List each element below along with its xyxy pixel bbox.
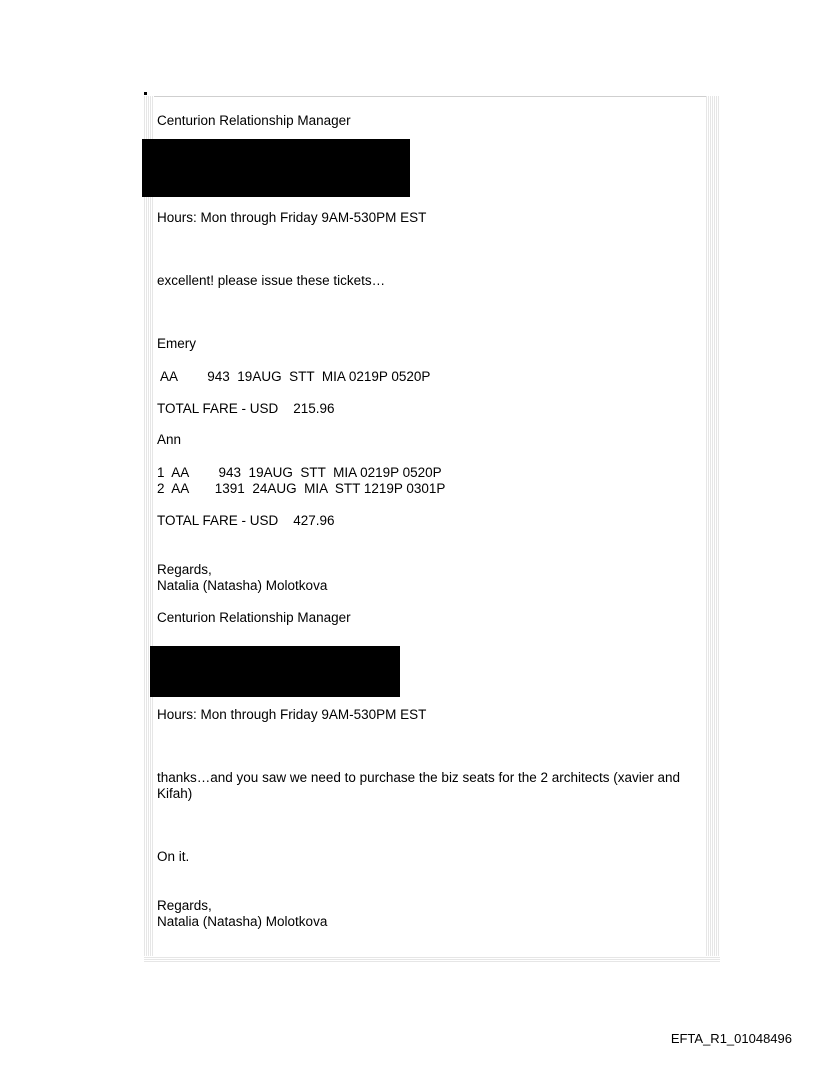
ann-total-fare: TOTAL FARE - USD 427.96 [157, 513, 335, 528]
passenger-name-emery: Emery [157, 336, 197, 351]
signature-hours-1: Hours: Mon through Friday 9AM-530PM EST [157, 210, 427, 225]
sender-name-1: Natalia (Natasha) Molotkova [157, 578, 328, 593]
redaction-block-2 [150, 646, 400, 697]
corner-dot-mark [144, 92, 147, 95]
regards-2: Regards, [157, 898, 212, 913]
message-excellent: excellent! please issue these tickets… [157, 273, 386, 288]
emery-total-fare: TOTAL FARE - USD 215.96 [157, 401, 335, 416]
signature-title-2: Centurion Relationship Manager [157, 610, 351, 625]
signature-hours-2: Hours: Mon through Friday 9AM-530PM EST [157, 707, 427, 722]
document-id: EFTA_R1_01048496 [670, 1031, 792, 1046]
signature-title-1: Centurion Relationship Manager [157, 113, 351, 128]
message-thanks: thanks…and you saw we need to purchase the biz seats for the 2 architects (xavier and Kifah) [157, 770, 681, 801]
regards-1: Regards, [157, 562, 212, 577]
frame-bottom-rule [144, 956, 720, 962]
frame-left-rule [144, 96, 154, 962]
sender-name-2: Natalia (Natasha) Molotkova [157, 914, 328, 929]
ann-flight-line-1: 1 AA 943 19AUG STT MIA 0219P 0520P [157, 465, 442, 480]
ann-flight-line-2: 2 AA 1391 24AUG MIA STT 1219P 0301P [157, 481, 446, 496]
emery-flight-line: AA 943 19AUG STT MIA 0219P 0520P [157, 369, 431, 384]
message-on-it: On it. [157, 849, 190, 864]
passenger-name-ann: Ann [157, 432, 182, 447]
redaction-block-1 [142, 139, 410, 197]
frame-right-rule [706, 96, 720, 962]
